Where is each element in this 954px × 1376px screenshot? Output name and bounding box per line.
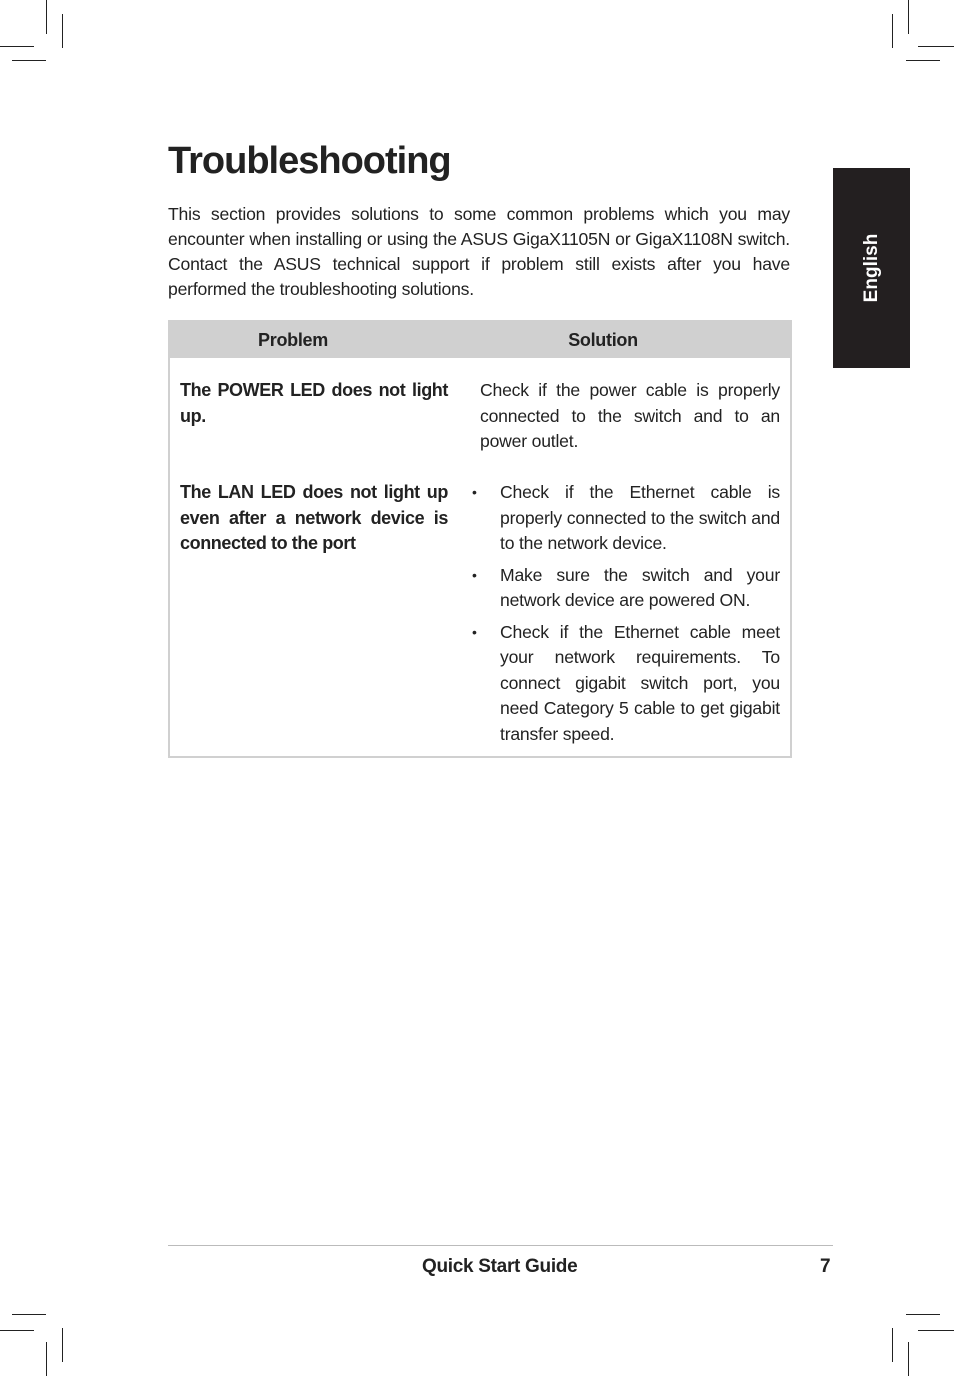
bullet-glyph: • [472, 623, 477, 640]
list-item [470, 563, 780, 614]
solution-cell: Check if the power cable is properly connected to the switch and to an power outlet. [480, 380, 780, 451]
list-item [470, 480, 780, 557]
crop-mark [908, 1342, 909, 1376]
header-problem: Problem [258, 329, 328, 350]
page-title: Troubleshooting [168, 140, 451, 182]
crop-mark [46, 0, 47, 34]
list-item [470, 620, 780, 748]
problem-cell: The LAN LED does not light up even after a network device is connected to the port [180, 482, 448, 553]
crop-mark [62, 14, 63, 48]
solution-text: Check if the Ethernet cable is properly connected to the switch and to the network device. [500, 482, 780, 553]
crop-mark [62, 1328, 63, 1362]
crop-mark [908, 0, 909, 34]
language-tab [833, 168, 910, 368]
intro-paragraph: This section provides solutions to some common problems which you may encounter when installing or using the ASUS GigaX1105N or GigaX1108N switch. Contact the ASUS technical support if problem still exists after you have performed the troubleshooting solutions. [168, 204, 790, 299]
crop-mark [46, 1342, 47, 1376]
crop-mark [918, 46, 954, 47]
crop-mark [12, 60, 46, 61]
crop-mark [918, 1330, 954, 1331]
footer-divider [168, 1245, 833, 1246]
problem-cell: The POWER LED does not light up. [180, 380, 448, 426]
crop-mark [892, 1328, 893, 1362]
bullet-glyph: • [472, 566, 477, 583]
solution-text: Check if the Ethernet cable meet your network requirements. To connect gigabit switch port, you need Category 5 cable to get gigabit transfer speed. [500, 621, 780, 744]
crop-mark [0, 1330, 34, 1331]
bullet-glyph: • [472, 484, 477, 500]
header-solution: Solution [568, 329, 638, 350]
solution-cell [470, 480, 780, 753]
crop-mark [12, 1314, 46, 1315]
language-tab-label: English [860, 233, 882, 303]
solution-list [470, 480, 780, 747]
solution-text: Make sure the switch and your network device are powered ON. [500, 564, 780, 610]
footer-title: Quick Start Guide [422, 1256, 578, 1277]
table-header [170, 322, 790, 358]
crop-mark [906, 1314, 940, 1315]
page-number: 7 [820, 1256, 831, 1277]
crop-mark [906, 60, 940, 61]
crop-mark [0, 46, 34, 47]
troubleshooting-table [168, 320, 792, 758]
crop-mark [892, 14, 893, 48]
